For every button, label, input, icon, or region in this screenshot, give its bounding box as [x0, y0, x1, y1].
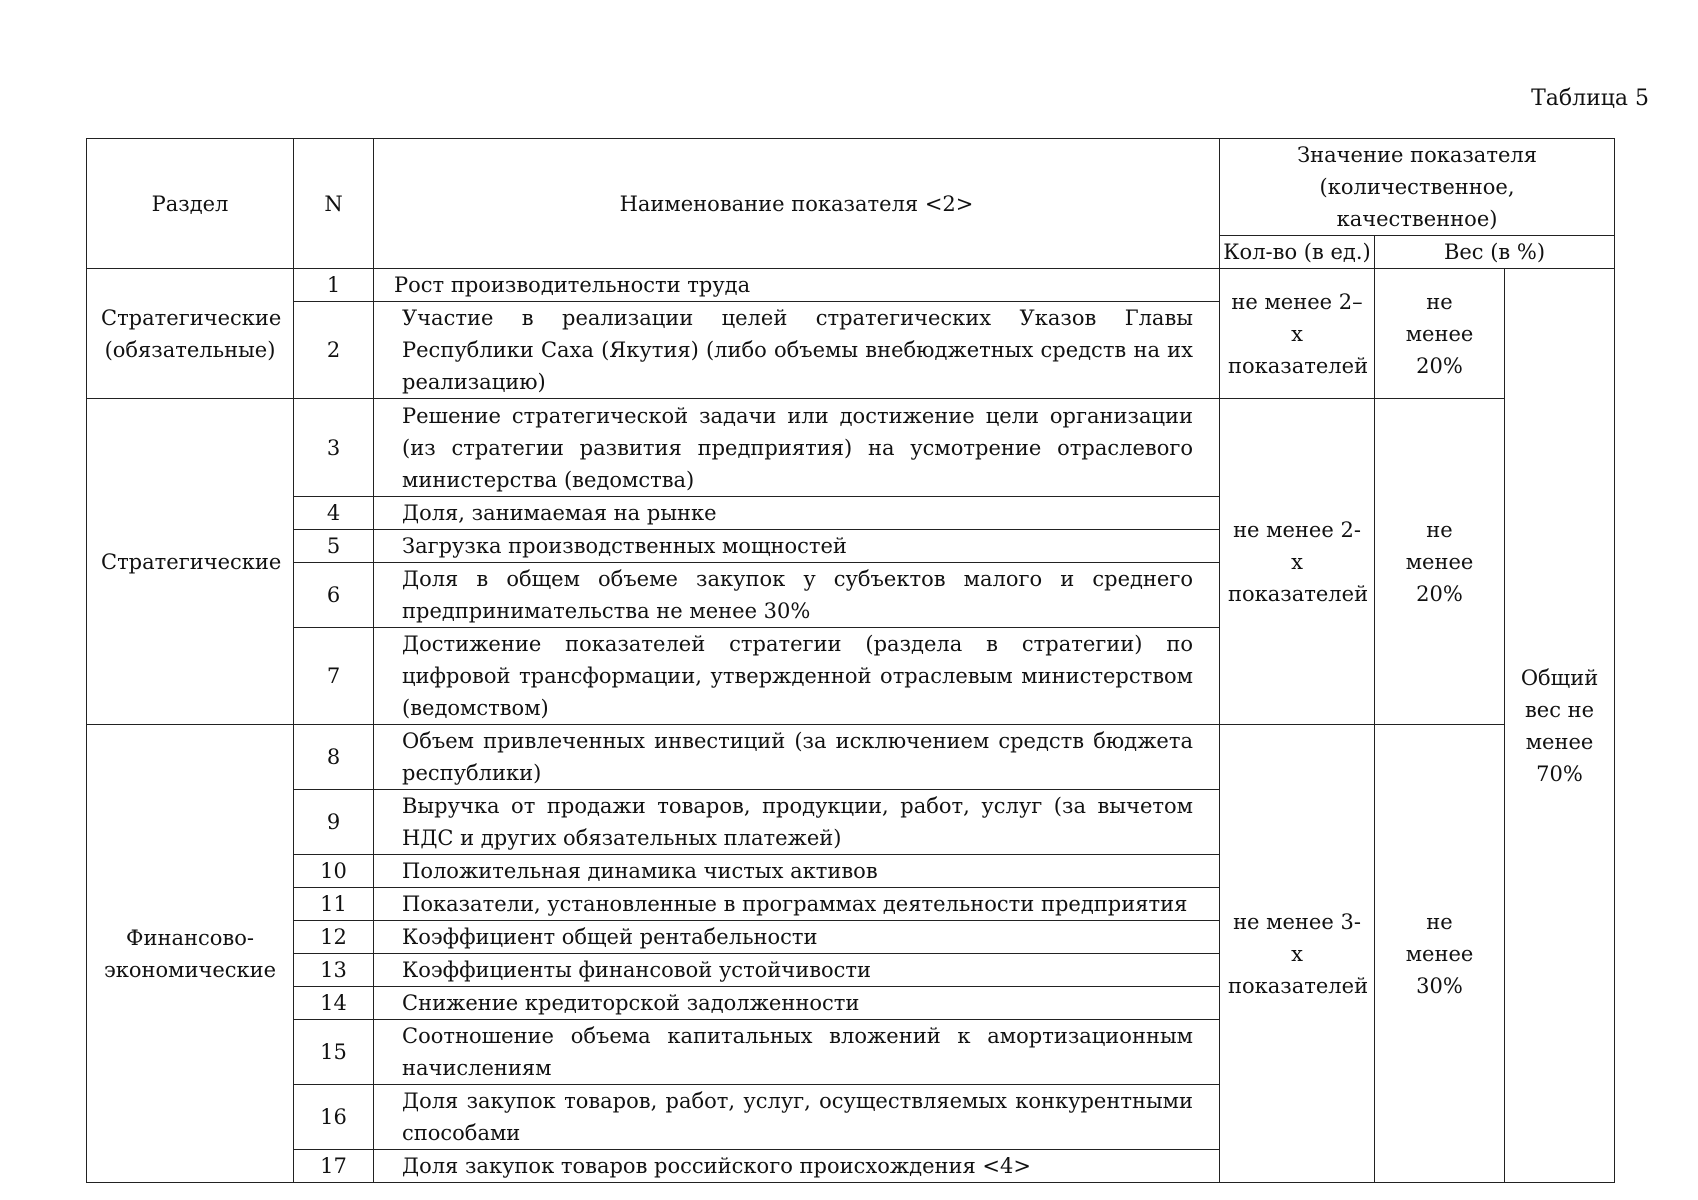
- row-number: 6: [294, 563, 374, 628]
- weight-cell: не менее 30%: [1375, 725, 1505, 1183]
- total-weight-cell: Общий вес не менее 70%: [1505, 269, 1615, 1183]
- row-number: 12: [294, 921, 374, 954]
- row-number: 2: [294, 302, 374, 399]
- table-row: [87, 269, 1615, 302]
- indicators-table: [86, 138, 1615, 1183]
- indicator-name: Достижение показателей стратегии (раздела в стратегии) по цифровой трансформации, утвержденной отраслевым министерством (ведомством): [374, 628, 1220, 725]
- indicator-name: Решение стратегической задачи или достижение цели организации (из стратегии развития предприятия) на усмотрение отраслевого министерства (ведомства): [374, 399, 1220, 497]
- header-number: N: [294, 139, 374, 269]
- weight-cell: не менее 20%: [1375, 399, 1505, 725]
- table-row: [87, 399, 1615, 497]
- row-number: 3: [294, 399, 374, 497]
- count-cell: не менее 2-х показателей: [1220, 399, 1375, 725]
- indicator-name: Участие в реализации целей стратегических Указов Главы Республики Саха (Якутия) (либо объемы внебюджетных средств на их реализацию): [374, 302, 1220, 399]
- section-cell: Финансово-экономические: [87, 725, 294, 1183]
- header-value: Значение показателя (количественное, качественное): [1220, 139, 1615, 236]
- indicator-name: Доля закупок товаров, работ, услуг, осуществляемых конкурентными способами: [374, 1085, 1220, 1150]
- row-number: 8: [294, 725, 374, 790]
- section-cell: Стратегические: [87, 399, 294, 725]
- indicator-name: Доля закупок товаров российского происхождения <4>: [374, 1150, 1220, 1183]
- indicator-name: Положительная динамика чистых активов: [374, 855, 1220, 888]
- indicator-name: Показатели, установленные в программах деятельности предприятия: [374, 888, 1220, 921]
- row-number: 17: [294, 1150, 374, 1183]
- indicator-name: Соотношение объема капитальных вложений к амортизационным начислениям: [374, 1020, 1220, 1085]
- row-number: 4: [294, 497, 374, 530]
- header-row: [87, 139, 1615, 236]
- row-number: 14: [294, 987, 374, 1020]
- header-weight: Вес (в %): [1375, 236, 1615, 269]
- count-cell: не менее 3-х показателей: [1220, 725, 1375, 1183]
- row-number: 13: [294, 954, 374, 987]
- indicator-name: Доля в общем объеме закупок у субъектов малого и среднего предпринимательства не менее 30%: [374, 563, 1220, 628]
- indicator-name: Коэффициент общей рентабельности: [374, 921, 1220, 954]
- indicator-name: Доля, занимаемая на рынке: [374, 497, 1220, 530]
- count-cell: не менее 2–х показателей: [1220, 269, 1375, 399]
- indicator-name: Снижение кредиторской задолженности: [374, 987, 1220, 1020]
- indicator-name: Объем привлеченных инвестиций (за исключением средств бюджета республики): [374, 725, 1220, 790]
- row-number: 11: [294, 888, 374, 921]
- table-row: [87, 725, 1615, 790]
- indicator-name: Коэффициенты финансовой устойчивости: [374, 954, 1220, 987]
- header-count: Кол-во (в ед.): [1220, 236, 1375, 269]
- row-number: 7: [294, 628, 374, 725]
- row-number: 16: [294, 1085, 374, 1150]
- row-number: 1: [294, 269, 374, 302]
- header-name: Наименование показателя <2>: [374, 139, 1220, 269]
- section-cell: Стратегические (обязательные): [87, 269, 294, 399]
- table-caption: Таблица 5: [1531, 86, 1649, 111]
- weight-cell: не менее 20%: [1375, 269, 1505, 399]
- indicator-name: Загрузка производственных мощностей: [374, 530, 1220, 563]
- indicator-name: Выручка от продажи товаров, продукции, работ, услуг (за вычетом НДС и других обязательных платежей): [374, 790, 1220, 855]
- header-section: Раздел: [87, 139, 294, 269]
- indicator-name: Рост производительности труда: [374, 269, 1220, 302]
- row-number: 15: [294, 1020, 374, 1085]
- row-number: 10: [294, 855, 374, 888]
- row-number: 9: [294, 790, 374, 855]
- row-number: 5: [294, 530, 374, 563]
